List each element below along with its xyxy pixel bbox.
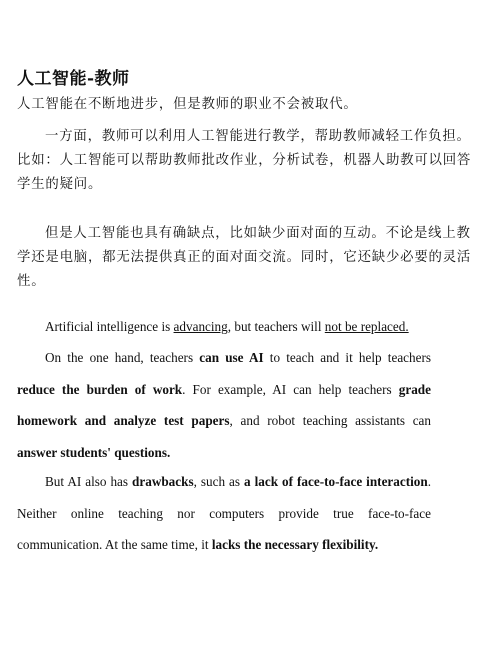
text-run: But AI also has (45, 474, 133, 489)
text-run: , and robot teaching assistants can (229, 413, 431, 428)
bold-text: can use AI (199, 350, 264, 365)
english-drawbacks-paragraph (17, 466, 431, 561)
bold-text: a lack of face-to-face interaction (244, 474, 428, 489)
bold-text: grade homework and analyze test papers (17, 381, 431, 428)
bold-text: answer students' questions. (17, 444, 171, 460)
english-advantages-paragraph (17, 342, 431, 468)
text-run: , but teachers will (227, 319, 325, 334)
chinese-advantages-paragraph: 一方面，教师可以利用人工智能进行教学，帮助教师减轻工作负担。比如：人工智能可以帮助教师批改作业，分析试卷，机器人助教可以回答学生的疑问。 (17, 129, 472, 192)
text-run: , such as (193, 474, 245, 489)
bold-text: drawbacks (132, 474, 194, 489)
bold-text: reduce the burden of work (17, 381, 183, 397)
underlined-text: not be replaced. (324, 319, 409, 334)
document-title: 人工智能-教师 (17, 69, 130, 89)
chinese-drawbacks-paragraph: 但是人工智能也具有确缺点，比如缺少面对面的互动。不论是线上教学还是电脑，都无法提供真正的面对面交流。同时，它还缺少必要的灵活性。 (17, 226, 472, 289)
bold-text: lacks the necessary flexibility. (211, 537, 379, 552)
text-run: . Neither online teaching nor computers provide true face-to-face communication. At the same time, it (17, 474, 431, 552)
underlined-text: advancing (173, 319, 228, 334)
text-run: . For example, AI can help teachers (182, 381, 399, 397)
text-run: On the one hand, teachers (45, 350, 200, 365)
text-run: to teach and it help teachers (263, 350, 431, 365)
text-run: Artificial intelligence is (45, 319, 174, 334)
english-intro-paragraph (17, 311, 431, 343)
chinese-intro-paragraph: 人工智能在不断地进步，但是教师的职业不会被取代。 (17, 97, 358, 112)
